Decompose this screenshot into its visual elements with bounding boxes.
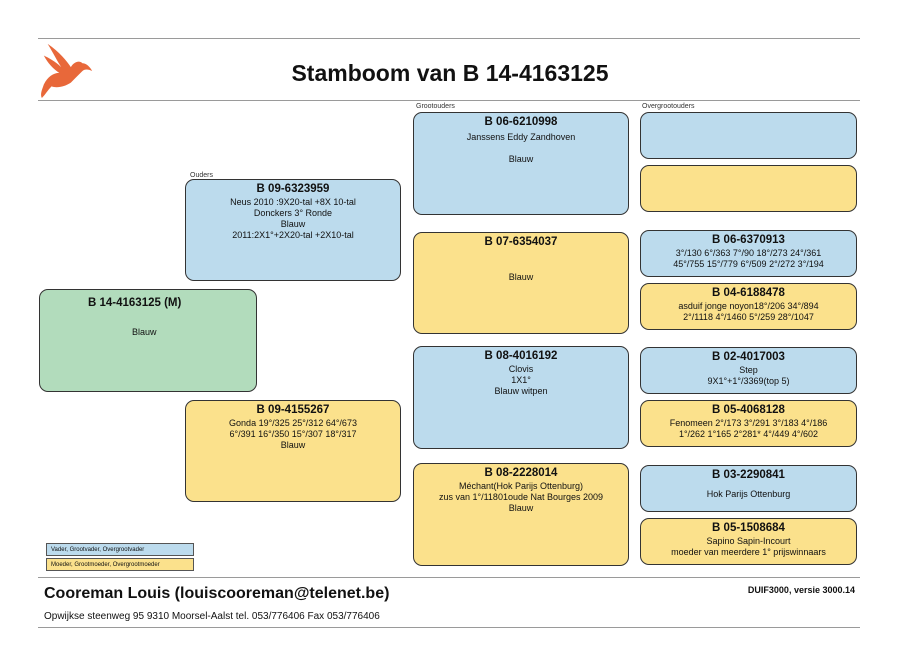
bottom-rule xyxy=(38,627,860,628)
great-grandparent-line: moeder van meerdere 1° prijswinnaars xyxy=(671,547,826,557)
grandparent-line: Blauw xyxy=(508,272,534,282)
legend-male: Vader, Grootvader, Overgrootvader xyxy=(46,543,194,556)
grandparent-ring: B 06-6210998 xyxy=(484,116,558,128)
mother-box xyxy=(185,400,401,502)
great-grandparent-box xyxy=(640,283,857,330)
great-grandparent-line: asduif jonge noyon18°/206 34°/894 xyxy=(678,301,819,311)
subject-line: Blauw xyxy=(132,327,157,337)
grandparent-line xyxy=(414,143,628,154)
grandparent-ring: B 07-6354037 xyxy=(484,236,558,248)
dove-logo-icon xyxy=(38,40,96,100)
label-great-grandparents: Overgrootouders xyxy=(642,103,695,110)
label-grandparents: Grootouders xyxy=(416,103,455,110)
grandparent-line xyxy=(414,261,628,272)
great-grandparent-line: Fenomeen 2°/173 3°/291 3°/183 4°/186 xyxy=(669,418,828,428)
legend-female: Moeder, Grootmoeder, Overgrootmoeder xyxy=(46,558,194,571)
great-grandparent-ring: B 05-4068128 xyxy=(712,404,785,416)
great-grandparent-box xyxy=(640,230,857,277)
label-parents: Ouders xyxy=(190,172,213,179)
great-grandparent-box xyxy=(640,347,857,394)
grandparent-line: zus van 1°/11801oude Nat Bourges 2009 xyxy=(438,492,604,502)
mother-ring: B 09-4155267 xyxy=(256,404,330,416)
grandparent-line: Blauw xyxy=(508,503,534,513)
father-line: Neus 2010 :9X20-tal +8X 10-tal xyxy=(230,197,356,207)
grandparent-ring: B 08-2228014 xyxy=(484,467,558,479)
father-box xyxy=(185,179,401,281)
grandparent-line: Janssens Eddy Zandhoven xyxy=(466,132,576,142)
grandparent-line xyxy=(414,250,628,261)
great-grandparent-line: 45°/755 15°/779 6°/509 2°/272 3°/194 xyxy=(673,259,824,269)
grandparent-box xyxy=(413,232,629,334)
grandparent-line: Clovis xyxy=(508,364,534,374)
great-grandparent-line: Sapino Sapin-Incourt xyxy=(706,536,791,546)
grandparent-ring: B 08-4016192 xyxy=(484,350,558,362)
great-grandparent-box xyxy=(640,518,857,565)
father-ring: B 09-6323959 xyxy=(256,183,330,195)
great-grandparent-line: 2°/1118 4°/1460 5°/259 28°/1047 xyxy=(683,312,814,322)
grandparent-box xyxy=(413,112,629,215)
grandparent-box xyxy=(413,346,629,449)
mother-line: Gonda 19°/325 25°/312 64°/673 xyxy=(229,418,357,428)
great-grandparent-box xyxy=(640,165,857,212)
father-line: Blauw xyxy=(280,219,306,229)
great-grandparent-box xyxy=(640,465,857,512)
great-grandparent-ring: B 04-6188478 xyxy=(712,287,785,299)
great-grandparent-line: 1°/262 1°165 2°281* 4°/449 4°/602 xyxy=(678,429,819,439)
great-grandparent-ring: B 02-4017003 xyxy=(712,351,785,363)
great-grandparent-line: 9X1°+1°/3369(top 5) xyxy=(707,376,790,386)
software-version: DUIF3000, versie 3000.14 xyxy=(747,585,855,595)
top-rule xyxy=(38,38,860,39)
great-grandparent-line: Step xyxy=(739,365,758,375)
father-line: Donckers 3° Ronde xyxy=(253,208,333,218)
great-grandparent-ring: B 03-2290841 xyxy=(712,469,785,481)
great-grandparent-ring: B 06-6370913 xyxy=(712,234,785,246)
subject-box xyxy=(39,289,257,392)
great-grandparent-line: 3°/130 6°/363 7°/90 18°/273 24°/361 xyxy=(675,248,822,258)
grandparent-line: Blauw witpen xyxy=(494,386,548,396)
owner-address: Opwijkse steenweg 95 9310 Moorsel-Aalst tel. 053/776406 Fax 053/776406 xyxy=(44,611,380,622)
grandparent-box xyxy=(413,463,629,566)
mother-line: 6°/391 16°/350 15°/307 18°/317 xyxy=(229,429,357,439)
footer-rule xyxy=(38,577,860,578)
father-line: 2011:2X1°+2X20-tal +2X10-tal xyxy=(232,230,354,240)
great-grandparent-line: Hok Parijs Ottenburg xyxy=(706,489,791,499)
owner-name: Cooreman Louis (louiscooreman@telenet.be) xyxy=(44,585,390,602)
grandparent-line: 1X1° xyxy=(511,375,531,385)
grandparent-line: Blauw xyxy=(508,154,534,164)
subject-ring: B 14-4163125 (M) xyxy=(88,297,182,309)
great-grandparent-box xyxy=(640,400,857,447)
mother-line: Blauw xyxy=(280,440,306,450)
great-grandparent-ring: B 05-1508684 xyxy=(712,522,785,534)
page-title: Stamboom van B 14-4163125 xyxy=(291,60,609,86)
great-grandparent-box xyxy=(640,112,857,159)
grandparent-line: Méchant(Hok Parijs Ottenburg) xyxy=(458,481,584,491)
title-rule xyxy=(38,100,860,101)
